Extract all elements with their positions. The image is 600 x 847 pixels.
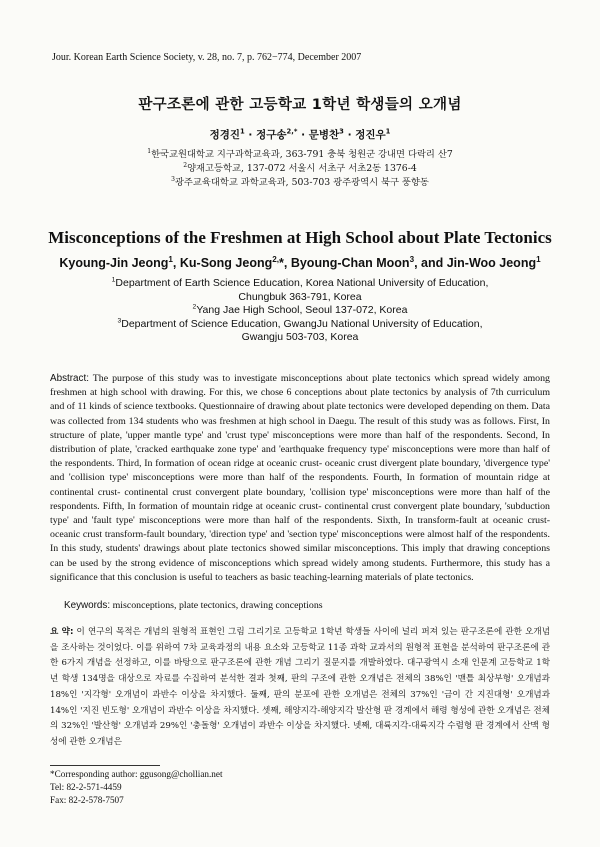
author-sup: 3 (339, 127, 344, 136)
affiliation-text: 양재고등학교, 137-072 서울시 서초구 서초2동 1376-4 (187, 163, 417, 174)
korean-author: 정진우 (355, 129, 386, 141)
author-sup: 2, (272, 254, 279, 264)
english-affiliation (0, 277, 600, 291)
journal-citation: Jour. Korean Earth Science Society, v. 28, no. 7, p. 762−774, December 2007 (52, 52, 362, 63)
english-affiliation (0, 304, 600, 318)
author-separator: · (343, 129, 356, 141)
author-sup: 3 (409, 254, 415, 264)
affiliation-sup: 2 (183, 161, 188, 169)
korean-title: 판구조론에 관한 고등학교 1학년 학생들의 오개념 (138, 97, 462, 113)
affiliation-sup: 1 (111, 276, 116, 284)
english-author: Ku-Song Jeong (179, 256, 273, 270)
korean-affiliations (0, 148, 600, 190)
english-affiliations (0, 277, 600, 345)
fax: Fax: 82-2-578-7507 (50, 794, 124, 805)
korean-abstract-text: 이 연구의 목적은 개념의 원형적 표현인 그림 그리기로 고등학교 1학년 학생들 사이에 널리 퍼져 있는 판구조론에 관한 오개념을 조사하는 것이었다. 이를 위하여 7차 교육과정의 내용 요소와 고등학교 11종 과학 교과서의 원형적 표현을 분석하여 판구조론에 관한 6가지 개념을 선정하고, 이를 바탕으로 판구조론에 관한 개념 그리기 질문지를 개발하였다. 대구광역시 소재 인문계 고등학교 1학년 학생 134명을 대상으로 자료를 수집하여 분석한 결과 첫째, 판의 구조에 관한 오개념은 전체의 38%인 '맨틀 최상부형' 오개념과 18%인 '지각형' 오개념이 과반수 이상을 차지했다. 둘째, 판의 분포에 관한 오개념은 전체의 37%인 '금이 간 지진대형' 오개념과 14%인 '지진 빈도형' 오개념이 과반수 이상을 차지했다. 셋째, 해양지각-해양지각 발산형 판 경계에서 해령 형성에 관한 오개념은 전체의 32%인 '발산형' 오개념과 29%인 '충돌형' 오개념이 과반수 이상을 차지했다. 넷째, 대륙지각-대륙지각 수렴형 판 경계에서 산맥 형성에 관한 오개념은 (50, 627, 550, 747)
affiliation-line: Department of Earth Science Education, Korea National University of Education, (115, 277, 489, 289)
english-author: Jin-Woo Jeong (446, 256, 537, 270)
footnotes (50, 768, 223, 806)
affiliation-text: 광주교육대학교 과학교육과, 503-703 광주광역시 북구 풍향동 (174, 177, 429, 188)
korean-author: 정경진 (209, 129, 241, 141)
author-sup: 1 (385, 127, 391, 136)
affiliation-sup: 2 (192, 303, 197, 311)
abstract-text: The purpose of this study was to investigate misconceptions about plate tectonics which spread widely among freshmen at high school with drawing. For this, we chose 6 conceptions about plate tectonics by analysis of 7th curriculum and of 11 kinds of science textbooks. Questionnaire of drawing about plate tectonics were developed depending on them. Data was collected from 134 students who was freshmen at high school in Daegu. The result of this study was as follows. First, In structure of plate, 'upper mantle type' and 'crust type' misconceptions were more than half of the respondents. Second, In distribution of plate, 'cracked earthquake zone type' and 'earthquake frequency type' misconceptions were more than half of the respondents. Third, In formation of ocean ridge at oceanic crust- oceanic crust divergent plate boundary, 'divergence type' and 'collision type' misconceptions were more than half of the respondents. Fourth, In formation of mountain ridge at continental crust- continental crust convergent plate boundary, 'collision type' misconceptions were more than half of the respondents. Fifth, In formation of mountain ridge at oceanic crust- continental crust convergent plate boundary, 'subduction type' and 'fault type' misconceptions were more than half of the respondents. Sixth, In transform-fault at oceanic crust- oceanic crust transform-fault boundary, 'direction type' and 'section type' misconceptions were almost half of the respondents. In this study, students' drawings about plate tectonics showed similar misconceptions. This imply that drawing conceptions can be used by the strong evidence of misconceptions which spread widely among students. Furthermore, this study has a significance that this conclusion is useful to teachers as basic teaching-learning materials of plate tectonics. (50, 373, 550, 583)
korean-affiliation (0, 148, 600, 162)
korean-author: 문병찬 (308, 129, 340, 141)
affiliation-text: 한국교원대학교 지구과학교육과, 363-791 충북 청원군 강내면 다락리 산7 (151, 149, 453, 160)
affiliation-line: Department of Science Education, GwangJu National University of Education, (121, 317, 483, 330)
keywords-text: misconceptions, plate tectonics, drawing conceptions (112, 600, 323, 611)
abstract-label: Abstract: (50, 373, 89, 384)
author-sup: 1 (168, 254, 173, 264)
abstract (50, 372, 550, 585)
keywords (64, 600, 550, 611)
english-affiliation (0, 318, 600, 332)
author-sup: 2,* (286, 127, 298, 136)
english-affiliation-cont: Gwangju 503-703, Korea (241, 331, 359, 343)
affiliation-sup: 1 (147, 147, 152, 155)
affiliation-sup: 3 (117, 317, 122, 324)
korean-author: 정구송 (256, 129, 287, 141)
keywords-label: Keywords: (64, 600, 111, 611)
author-separator: , (172, 256, 180, 270)
english-author: Kyoung-Jin Jeong (59, 256, 169, 270)
english-affiliation-cont: Chungbuk 363-791, Korea (238, 290, 362, 303)
author-sup: 1 (536, 254, 541, 264)
author-separator: , (283, 256, 291, 270)
korean-affiliation (0, 162, 600, 176)
korean-authors (0, 127, 600, 142)
korean-affiliation (0, 176, 600, 190)
english-authors (0, 256, 600, 270)
korean-abstract-label: 요 약: (50, 627, 74, 637)
telephone: Tel: 82-2-571-4459 (50, 781, 122, 792)
english-title: Misconceptions of the Freshmen at High School about Plate Tectonics (48, 228, 552, 247)
author-sup: 1 (240, 127, 245, 136)
author-separator: , and (414, 256, 447, 270)
english-author: Byoung-Chan Moon (290, 256, 410, 270)
author-separator: · (297, 129, 309, 141)
affiliation-sup: 3 (171, 175, 175, 183)
footnote-divider (50, 765, 160, 766)
corresponding-star: * (279, 256, 284, 270)
corresponding-author: *Corresponding author: ggusong@chollian.net (50, 769, 223, 779)
affiliation-line: Yang Jae High School, Seoul 137-072, Korea (196, 304, 408, 316)
korean-abstract (50, 625, 550, 751)
author-separator: · (244, 129, 257, 141)
